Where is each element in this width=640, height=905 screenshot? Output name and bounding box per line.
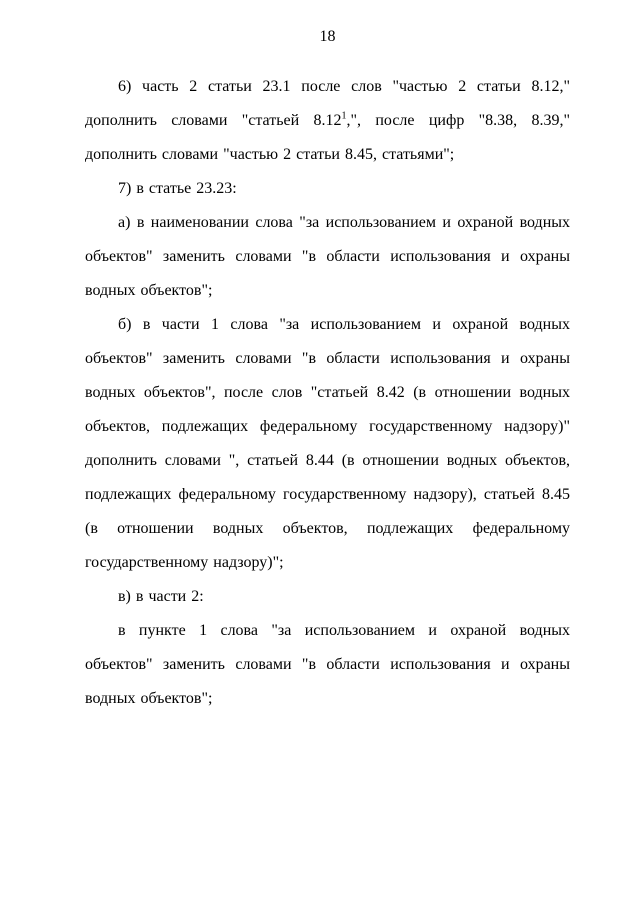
superscript-index: 1	[341, 110, 347, 122]
page-number: 18	[319, 28, 336, 45]
paragraph-subitem-v: в) в части 2:	[118, 588, 204, 605]
document-body	[85, 70, 570, 716]
paragraph-item-7: 7) в статье 23.23:	[118, 180, 237, 197]
paragraph-point-1: в пункте 1 слова "за использованием и охраной водных объектов" заменить словами "в области использования и охраны водных объектов";	[85, 622, 570, 707]
paragraph-text: 6) часть 2 статьи 23.1 после слов "частью 2 статьи 8.12," дополнить словами "статьей 8.12	[85, 78, 570, 129]
paragraph-text: ,", после цифр "8.38, 8.39," дополнить словами "частью 2 статьи 8.45, статьями";	[85, 112, 570, 163]
paragraph-subitem-b: б) в части 1 слова "за использованием и охраной водных объектов" заменить словами "в области использования и охраны водных объектов", после слов "статьей 8.42 (в отношении водных объектов, подлежащих федеральному государственному надзору)" дополнить словами ", статьей 8.44 (в отношении водных объектов, подлежащих федеральному государственному надзору), статьей 8.45 (в отношении водных объектов, подлежащих федеральному государственному надзору)";	[85, 316, 570, 571]
paragraph-subitem-a: а) в наименовании слова "за использованием и охраной водных объектов" заменить словами "в области использования и охраны водных объектов";	[85, 214, 570, 299]
paragraph-item-6	[85, 70, 570, 172]
